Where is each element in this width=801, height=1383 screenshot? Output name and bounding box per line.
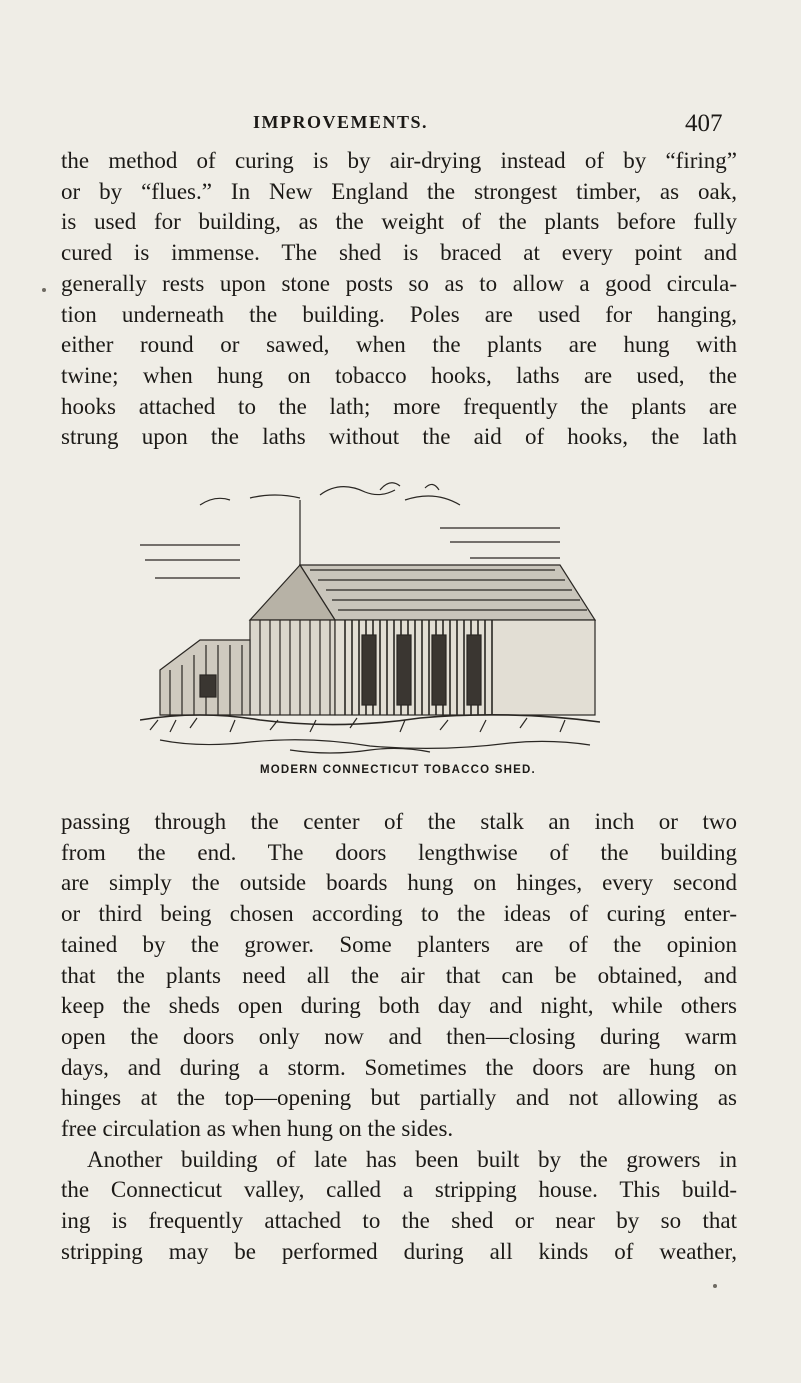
text-line: generally rests upon stone posts so as to allow a good circula- [61, 270, 737, 296]
tobacco-shed-illustration [140, 470, 600, 770]
text-line: hinges at the top—opening but partially and not allowing as [61, 1085, 737, 1111]
text-line: Another building of late has been built by the growers in [87, 1146, 737, 1172]
text-line: that the plants need all the air that can be obtained, and [61, 962, 737, 988]
text-line: strung upon the laths without the aid of hooks, the lath [61, 424, 737, 450]
text-line: tion underneath the building. Poles are used for hanging, [61, 301, 737, 327]
text-line: are simply the outside boards hung on hinges, every second [61, 870, 737, 896]
text-line: keep the sheds open during both day and night, while others [61, 993, 737, 1019]
paragraph-1 [61, 146, 737, 453]
text-line: the Connecticut valley, called a stripping house. This build- [61, 1177, 737, 1203]
ink-speck [42, 288, 46, 292]
text-line: passing through the center of the stalk an inch or two [61, 809, 737, 834]
text-line: the method of curing is by air-drying instead of by “firing” [61, 148, 737, 173]
ink-speck [713, 1284, 717, 1288]
paragraph-2 [61, 807, 737, 1268]
text-line: stripping may be performed during all kinds of weather, [61, 1238, 737, 1264]
page-number: 407 [685, 110, 723, 137]
text-line: open the doors only now and then—closing during warm [61, 1023, 737, 1049]
text-line: from the end. The doors lengthwise of the building [61, 839, 737, 865]
text-line: or by “flues.” In New England the strongest timber, as oak, [61, 178, 737, 204]
text-line: twine; when hung on tobacco hooks, laths are used, the [61, 362, 737, 388]
text-line: ing is frequently attached to the shed or near by so that [61, 1208, 737, 1234]
text-line: is used for building, as the weight of the plants before fully [61, 209, 737, 235]
text-line: days, and during a storm. Sometimes the doors are hung on [61, 1054, 737, 1080]
text-line: tained by the grower. Some planters are of the opinion [61, 931, 737, 957]
text-line: hooks attached to the lath; more frequently the plants are [61, 393, 737, 419]
text-line: either round or sawed, when the plants are hung with [61, 332, 737, 358]
figure-caption: MODERN CONNECTICUT TOBACCO SHED. [260, 764, 536, 776]
text-line: or third being chosen according to the ideas of curing enter- [61, 901, 737, 927]
text-line: free circulation as when hung on the sides. [61, 1116, 454, 1142]
running-header: IMPROVEMENTS. [253, 112, 429, 132]
text-line: cured is immense. The shed is braced at every point and [61, 240, 737, 266]
